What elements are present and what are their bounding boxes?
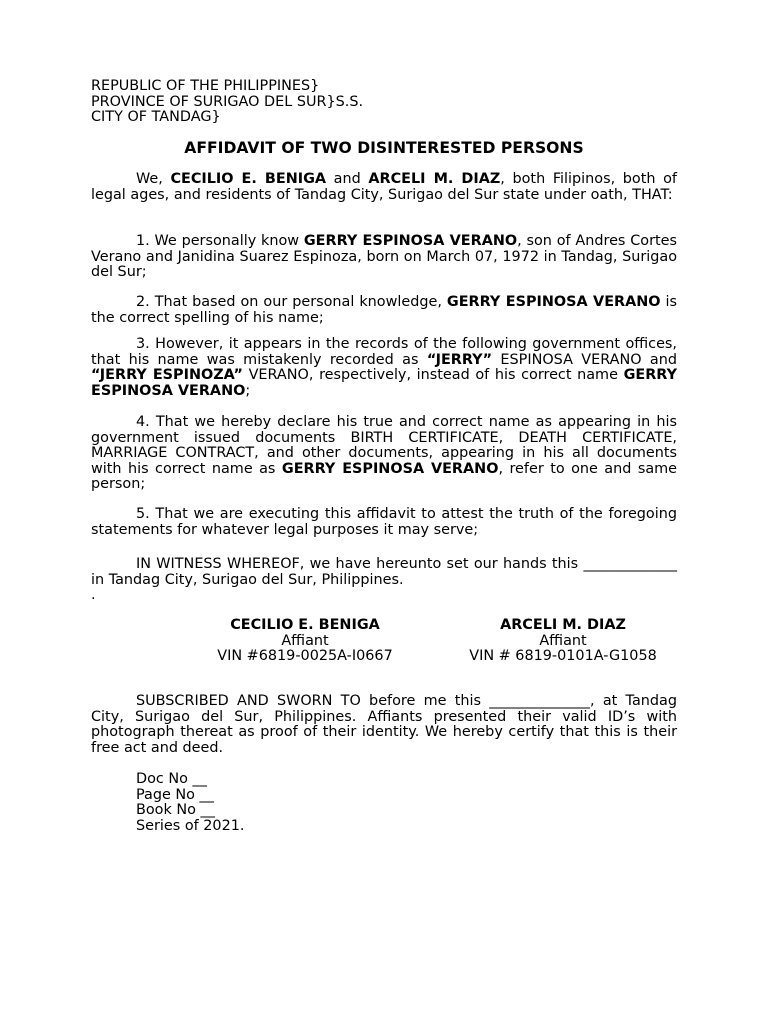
affiant-2-name: ARCELI M. DIAZ [500, 617, 626, 633]
subject-name: GERRY ESPINOSA VERANO [281, 460, 499, 477]
paragraph-1: 1. We personally know GERRY ESPINOSA VERANO, son of Andres Cortes Verano and Janidina Suarez Espinoza, born on March 07, 1972 in Tandag, Surigao del Sur; [91, 233, 677, 280]
witness-paragraph: IN WITNESS WHEREOF, we have hereunto set our hands this _____________ in Tandag City, Surigao del Sur, Philippines. [91, 556, 677, 588]
subject-name: GERRY ESPINOSA VERANO [303, 233, 518, 249]
affiant-2-role: Affiant [539, 632, 587, 649]
subscribed-paragraph: SUBSCRIBED AND SWORN TO before me this ______________, at Tandag City, Surigao del Sur, Philippines. Affiants presented their valid ID’s with photograph thereat as proof of their identity. We hereby certify that this is their free act and deed. [91, 693, 677, 756]
affiant-name-2: ARCELI M. DIAZ [368, 171, 501, 187]
affiant-signature-block-2 [413, 618, 713, 665]
affiant-1-vin: VIN #6819-0025A-I0667 [217, 648, 393, 664]
header-line-2: PROVINCE OF SURIGAO DEL SUR}S.S. [91, 93, 364, 110]
paragraph-4: 4. That we hereby declare his true and correct name as appearing in his government issued documents BIRTH CERTIFICATE, DEATH CERTIFICATE, MARRIAGE CONTRACT, and other documents, appearing in his all documents with his correct name as GERRY ESPINOSA VERANO, refer to one and same person; [91, 414, 678, 492]
affiant-signature-block-1 [205, 618, 405, 665]
affiant-2-vin: VIN # 6819-0101A-G1058 [469, 648, 657, 664]
affiant-1-role: Affiant [281, 632, 329, 649]
header-line-3: CITY OF TANDAG} [91, 109, 221, 125]
subject-name: GERRY ESPINOSA VERANO [91, 367, 677, 399]
page-no: Page No __ [136, 786, 214, 803]
jurisdiction-header [91, 79, 677, 126]
paragraph-5: 5. That we are executing this affidavit to attest the truth of the foregoing statements for whatever legal purposes it may serve; [91, 506, 677, 538]
subject-name: GERRY ESPINOSA VERANO [446, 294, 661, 310]
stray-dot: . [91, 587, 96, 603]
paragraph-2: 2. That based on our personal knowledge, GERRY ESPINOSA VERANO is the correct spelling of his name; [91, 294, 677, 326]
misrecorded-name-2: “JERRY ESPINOZA” [91, 367, 243, 383]
affiant-1-name: CECILIO E. BENIGA [230, 617, 380, 633]
header-line-1: REPUBLIC OF THE PHILIPPINES} [91, 78, 320, 94]
book-no: Book No __ [136, 802, 215, 818]
misrecorded-name-1: “JERRY” [426, 351, 493, 368]
document-title: AFFIDAVIT OF TWO DISINTERESTED PERSONS [184, 139, 584, 157]
affiant-name-1: CECILIO E. BENIGA [170, 171, 327, 187]
intro-paragraph: We, CECILIO E. BENIGA and ARCELI M. DIAZ, both Filipinos, both of legal ages, and residents of Tandag City, Surigao del Sur state under oath, THAT: [91, 171, 677, 203]
doc-no: Doc No __ [136, 771, 207, 787]
notarial-register [136, 772, 244, 834]
series-year: Series of 2021. [136, 817, 245, 834]
paragraph-3: 3. However, it appears in the records of the following government offices, that his name was mistakenly recorded as “JERRY” ESPINOSA VERANO and “JERRY ESPINOZA” VERANO, respectively, instead of his correct name GERRY ESPINOSA VERANO; [91, 336, 677, 399]
